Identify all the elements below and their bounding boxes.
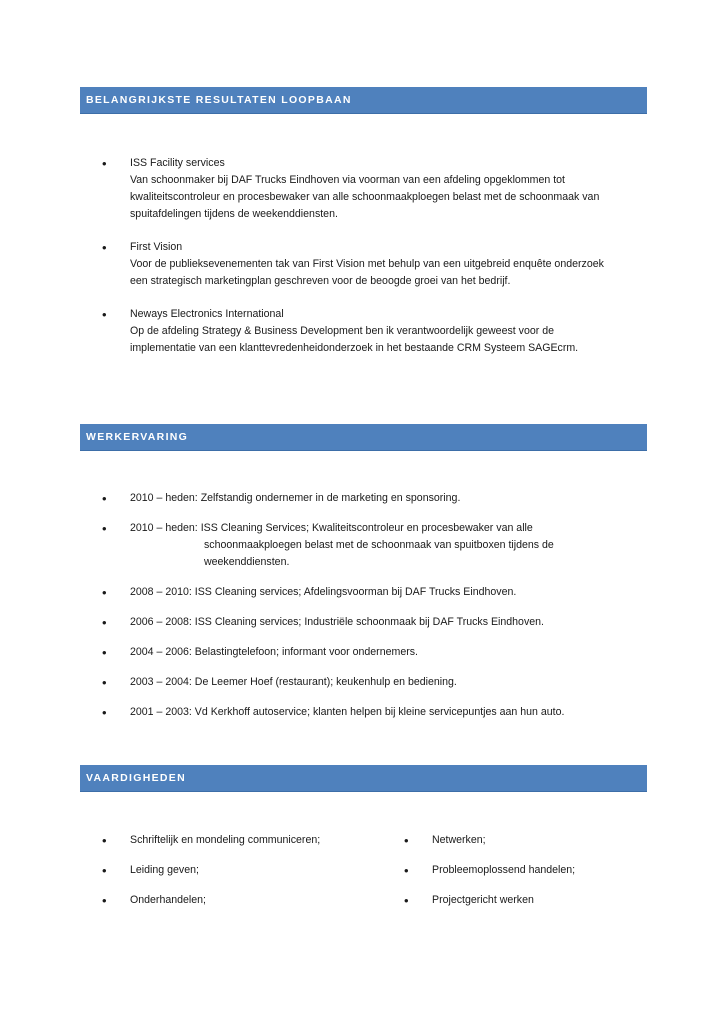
skill-text: Projectgericht werken (432, 894, 534, 906)
experience-text: weekenddiensten. (204, 556, 290, 568)
result-text-line: implementatie van een klanttevredenheidonderzoek in het bestaande CRM Systeem SAGEcrm. (130, 342, 579, 354)
list-item (96, 644, 564, 661)
result-text-line: Op de afdeling Strategy & Business Development ben ik verantwoordelijk geweest voor de (130, 325, 554, 337)
experience-text: 2004 – 2006: Belastingtelefoon; informant voor ondernemers. (130, 646, 418, 658)
list-item (96, 239, 604, 290)
bullet-icon: • (102, 156, 107, 171)
bullet-icon: • (102, 240, 107, 255)
result-company: ISS Facility services (130, 157, 225, 169)
skill-text: Onderhandelen; (130, 894, 206, 906)
list-item (96, 614, 564, 631)
result-text-line: spuitafdelingen tijdens de weekenddiensten. (130, 208, 338, 220)
bullet-icon: • (102, 585, 107, 600)
list-item (96, 674, 564, 691)
experience-text: 2008 – 2010: ISS Cleaning services; Afdelingsvoorman bij DAF Trucks Eindhoven. (130, 586, 517, 598)
experience-text: schoonmaakploegen belast met de schoonmaak van spuitboxen tijdens de (204, 539, 554, 551)
bullet-icon: • (102, 521, 107, 536)
list-item (96, 490, 564, 507)
bullet-icon: • (102, 705, 107, 720)
result-company: First Vision (130, 241, 183, 253)
bullet-icon: • (102, 645, 107, 660)
section-header-skills: VAARDIGHEDEN (80, 765, 647, 791)
list-item (96, 862, 320, 879)
experience-text: 2010 – heden: Zelfstandig ondernemer in de marketing en sponsoring. (130, 492, 461, 504)
skills-list-right (398, 832, 575, 909)
list-item (96, 704, 564, 721)
bullet-icon: • (102, 675, 107, 690)
skill-text: Probleemoplossend handelen; (432, 864, 576, 876)
list-item (96, 155, 604, 223)
experience-text: 2006 – 2008: ISS Cleaning services; Industriële schoonmaak bij DAF Trucks Eindhoven. (130, 616, 544, 628)
bullet-icon: • (404, 833, 409, 848)
result-text-line: Van schoonmaker bij DAF Trucks Eindhoven via voorman van een afdeling opgeklommen tot (130, 174, 565, 186)
bullet-icon: • (404, 863, 409, 878)
experience-text: 2010 – heden: ISS Cleaning Services; Kwaliteitscontroleur en procesbewaker van alle (130, 522, 533, 534)
section-header-experience: WERKERVARING (80, 424, 647, 450)
list-item (96, 892, 320, 909)
experience-text: 2001 – 2003: Vd Kerkhoff autoservice; klanten helpen bij kleine servicepuntjes aan hun auto. (130, 706, 565, 718)
list-item (96, 520, 564, 571)
result-text-line: een strategisch marketingplan geschreven voor de beoogde groei van het bedrijf. (130, 275, 511, 287)
bullet-icon: • (102, 491, 107, 506)
list-item (96, 584, 564, 601)
bullet-icon: • (102, 863, 107, 878)
result-text-line: kwaliteitscontroleur en procesbewaker van alle schoonmaakploegen belast met de schoonmaak van (130, 191, 600, 203)
skill-text: Netwerken; (432, 834, 486, 846)
bullet-icon: • (102, 307, 107, 322)
skill-text: Schriftelijk en mondeling communiceren; (130, 834, 321, 846)
skills-list (96, 832, 320, 909)
list-item (96, 306, 604, 357)
bullet-icon: • (102, 615, 107, 630)
list-item (96, 832, 320, 849)
section-header-results: BELANGRIJKSTE RESULTATEN LOOPBAAN (80, 87, 647, 113)
list-item (398, 892, 575, 909)
result-text-line: Voor de publieksevenementen tak van First Vision met behulp van een uitgebreid enquête onderzoek (130, 258, 604, 270)
experience-list (96, 490, 564, 721)
result-company: Neways Electronics International (130, 308, 284, 320)
list-item (398, 832, 575, 849)
results-list (96, 155, 604, 357)
list-item (398, 862, 575, 879)
bullet-icon: • (102, 893, 107, 908)
skill-text: Leiding geven; (130, 864, 199, 876)
bullet-icon: • (404, 893, 409, 908)
experience-text: 2003 – 2004: De Leemer Hoef (restaurant); keukenhulp en bediening. (130, 676, 457, 688)
bullet-icon: • (102, 833, 107, 848)
